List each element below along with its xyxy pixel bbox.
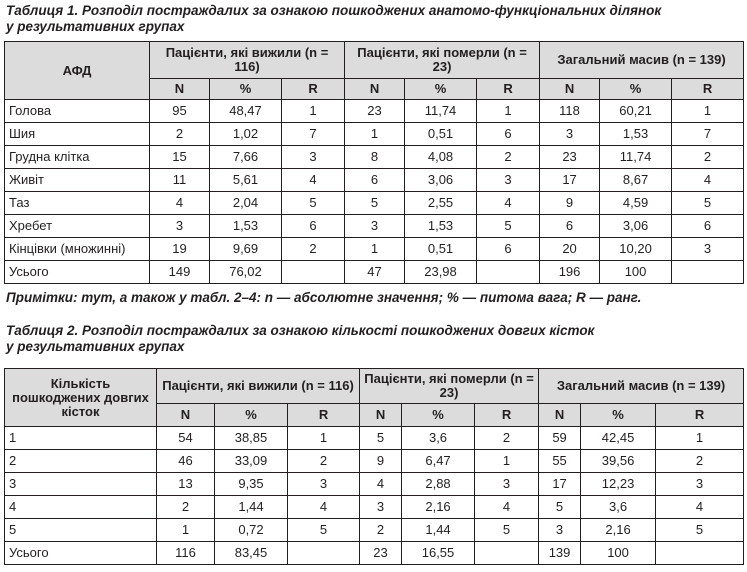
table-row bbox=[5, 146, 744, 169]
table-cell: 3,6 bbox=[581, 496, 656, 519]
table-cell: 4,08 bbox=[405, 146, 477, 169]
table-cell: 38,85 bbox=[215, 427, 288, 450]
table-cell: 0,51 bbox=[405, 238, 477, 261]
table-cell: 4 bbox=[656, 496, 744, 519]
table2-group-died: Пацієнти, які померли (n = 23) bbox=[360, 369, 539, 404]
table-row bbox=[5, 496, 744, 519]
table-cell: 5 bbox=[656, 519, 744, 542]
table-cell: 83,45 bbox=[215, 542, 288, 565]
row-label: 5 bbox=[5, 519, 157, 542]
table-cell: 2 bbox=[475, 427, 539, 450]
table-cell: 1,53 bbox=[405, 215, 477, 238]
table-cell bbox=[672, 261, 744, 284]
table-cell: 6 bbox=[540, 215, 600, 238]
table-cell: 139 bbox=[539, 542, 581, 565]
table2-group-total: Загальний масив (n = 139) bbox=[539, 369, 744, 404]
table-note: Примітки: тут, а також у табл. 2–4: n — абсолютне значення; % — питома вага; R — ранг. bbox=[6, 290, 642, 305]
table-cell: 1 bbox=[345, 238, 405, 261]
table-cell: 95 bbox=[150, 100, 210, 123]
table2-row-header: Кількість пошкоджених довгих кісток bbox=[5, 369, 157, 427]
table-cell: 47 bbox=[345, 261, 405, 284]
table-cell: 54 bbox=[157, 427, 215, 450]
table-row bbox=[5, 238, 744, 261]
table1-subheader: R bbox=[282, 79, 345, 100]
table1-subheader: R bbox=[672, 79, 744, 100]
table2-subheader: N bbox=[157, 404, 215, 427]
table-cell: 5,61 bbox=[210, 169, 282, 192]
table1-caption-line2: у результативних групах bbox=[6, 19, 185, 34]
table2-subheader: % bbox=[402, 404, 475, 427]
table-cell: 5 bbox=[475, 519, 539, 542]
table-cell: 5 bbox=[477, 215, 540, 238]
table-cell: 5 bbox=[282, 192, 345, 215]
table-cell: 39,56 bbox=[581, 450, 656, 473]
table2-subheader: % bbox=[215, 404, 288, 427]
table-cell bbox=[656, 542, 744, 565]
table-cell: 3 bbox=[360, 496, 402, 519]
table-cell: 6 bbox=[672, 215, 744, 238]
table-cell: 15 bbox=[150, 146, 210, 169]
table-cell: 13 bbox=[157, 473, 215, 496]
table-row bbox=[5, 169, 744, 192]
table-cell: 6 bbox=[477, 238, 540, 261]
table-cell: 2 bbox=[288, 450, 360, 473]
row-label: Грудна клітка bbox=[5, 146, 150, 169]
table-cell: 1 bbox=[345, 123, 405, 146]
table2-caption-line2: у результативних групах bbox=[6, 339, 185, 354]
table-cell: 3 bbox=[539, 519, 581, 542]
table-cell: 100 bbox=[600, 261, 672, 284]
row-label: Усього bbox=[5, 542, 157, 565]
table-cell: 3 bbox=[672, 238, 744, 261]
table1-group-total: Загальний масив (n = 139) bbox=[540, 42, 744, 79]
table-cell: 11 bbox=[150, 169, 210, 192]
table-cell: 59 bbox=[539, 427, 581, 450]
table-cell: 2,88 bbox=[402, 473, 475, 496]
table-cell: 3 bbox=[477, 169, 540, 192]
table-row bbox=[5, 427, 744, 450]
table-cell: 3 bbox=[475, 473, 539, 496]
table-cell: 2,16 bbox=[581, 519, 656, 542]
table2-group-survived: Пацієнти, які вижили (n = 116) bbox=[157, 369, 360, 404]
table-cell: 4 bbox=[672, 169, 744, 192]
table-cell: 5 bbox=[345, 192, 405, 215]
table1-row-header: АФД bbox=[5, 42, 150, 100]
table-cell: 2 bbox=[656, 450, 744, 473]
table-cell: 1 bbox=[477, 100, 540, 123]
table-cell: 1,53 bbox=[600, 123, 672, 146]
table-cell: 2 bbox=[360, 519, 402, 542]
table1-subheader: % bbox=[600, 79, 672, 100]
table-row bbox=[5, 192, 744, 215]
table1-subheader: % bbox=[405, 79, 477, 100]
table-cell: 0,51 bbox=[405, 123, 477, 146]
table-cell: 2 bbox=[672, 146, 744, 169]
table-row bbox=[5, 261, 744, 284]
table-cell: 5 bbox=[539, 496, 581, 519]
table2-subheader: R bbox=[475, 404, 539, 427]
table-cell: 2,55 bbox=[405, 192, 477, 215]
table-cell: 1 bbox=[157, 519, 215, 542]
table-cell: 1 bbox=[282, 100, 345, 123]
table2-subheader: R bbox=[656, 404, 744, 427]
table1-group-survived: Пацієнти, які вижили (n = 116) bbox=[150, 42, 345, 79]
table-cell: 100 bbox=[581, 542, 656, 565]
table-cell: 4 bbox=[475, 496, 539, 519]
table-cell: 1 bbox=[656, 427, 744, 450]
table-cell: 2,16 bbox=[402, 496, 475, 519]
table-cell: 23 bbox=[540, 146, 600, 169]
table-cell: 76,02 bbox=[210, 261, 282, 284]
row-label: Голова bbox=[5, 100, 150, 123]
row-label: Таз bbox=[5, 192, 150, 215]
table-cell: 11,74 bbox=[405, 100, 477, 123]
table-row bbox=[5, 100, 744, 123]
table1-subheader: % bbox=[210, 79, 282, 100]
table1-subheader: N bbox=[540, 79, 600, 100]
row-label: Хребет bbox=[5, 215, 150, 238]
table-cell: 5 bbox=[288, 519, 360, 542]
table2-caption bbox=[6, 323, 594, 355]
table-cell: 9,69 bbox=[210, 238, 282, 261]
table1-group-died: Пацієнти, які померли (n = 23) bbox=[345, 42, 540, 79]
table-cell: 1,44 bbox=[402, 519, 475, 542]
table-row bbox=[5, 542, 744, 565]
table-cell: 2 bbox=[157, 496, 215, 519]
table-cell: 149 bbox=[150, 261, 210, 284]
table-cell: 12,23 bbox=[581, 473, 656, 496]
table-cell: 9 bbox=[540, 192, 600, 215]
table-cell: 3 bbox=[150, 215, 210, 238]
table-cell: 23 bbox=[345, 100, 405, 123]
table-cell: 3 bbox=[282, 146, 345, 169]
table-cell: 4 bbox=[282, 169, 345, 192]
table-cell: 48,47 bbox=[210, 100, 282, 123]
table-cell: 7,66 bbox=[210, 146, 282, 169]
row-label: 4 bbox=[5, 496, 157, 519]
table-cell: 10,20 bbox=[600, 238, 672, 261]
row-label: 2 bbox=[5, 450, 157, 473]
table-cell: 3 bbox=[656, 473, 744, 496]
table-cell: 46 bbox=[157, 450, 215, 473]
table-cell: 196 bbox=[540, 261, 600, 284]
table-row bbox=[5, 123, 744, 146]
table1-subheader: N bbox=[150, 79, 210, 100]
table-cell: 3 bbox=[288, 473, 360, 496]
table-cell: 7 bbox=[672, 123, 744, 146]
table2-caption-line1: Таблиця 2. Розподіл постраждалих за ознакою кількості пошкоджених довгих кісток bbox=[6, 323, 595, 338]
table-cell: 17 bbox=[540, 169, 600, 192]
table-cell: 4 bbox=[477, 192, 540, 215]
table1-caption-line1: Таблиця 1. Розподіл постраждалих за ознакою пошкоджених анатомо-функціональних ділянок bbox=[6, 3, 662, 18]
table-cell: 9 bbox=[360, 450, 402, 473]
table-cell: 2 bbox=[150, 123, 210, 146]
table-cell: 1,44 bbox=[215, 496, 288, 519]
table-row bbox=[5, 473, 744, 496]
table-cell bbox=[288, 542, 360, 565]
table-cell: 6 bbox=[282, 215, 345, 238]
table1-caption bbox=[6, 3, 661, 35]
table-cell: 42,45 bbox=[581, 427, 656, 450]
table-cell: 9,35 bbox=[215, 473, 288, 496]
table2-subheader: N bbox=[360, 404, 402, 427]
table-cell: 16,55 bbox=[402, 542, 475, 565]
table-cell: 8,67 bbox=[600, 169, 672, 192]
table-cell: 60,21 bbox=[600, 100, 672, 123]
table-cell: 1 bbox=[672, 100, 744, 123]
table-cell: 19 bbox=[150, 238, 210, 261]
table-cell: 4 bbox=[288, 496, 360, 519]
table-cell: 11,74 bbox=[600, 146, 672, 169]
table-cell: 5 bbox=[360, 427, 402, 450]
table-cell: 8 bbox=[345, 146, 405, 169]
table-row bbox=[5, 450, 744, 473]
table2-subheader: N bbox=[539, 404, 581, 427]
table-cell: 0,72 bbox=[215, 519, 288, 542]
row-label: Шия bbox=[5, 123, 150, 146]
table1-subheader: R bbox=[477, 79, 540, 100]
row-label: 1 bbox=[5, 427, 157, 450]
table-cell: 6 bbox=[345, 169, 405, 192]
table-cell bbox=[475, 542, 539, 565]
table-cell: 33,09 bbox=[215, 450, 288, 473]
table1 bbox=[4, 41, 744, 284]
table-cell: 2 bbox=[282, 238, 345, 261]
table-cell: 17 bbox=[539, 473, 581, 496]
table-cell: 20 bbox=[540, 238, 600, 261]
row-label: Живіт bbox=[5, 169, 150, 192]
table-cell: 4,59 bbox=[600, 192, 672, 215]
table2-subheader: % bbox=[581, 404, 656, 427]
table-cell: 2,04 bbox=[210, 192, 282, 215]
table-cell: 116 bbox=[157, 542, 215, 565]
table-cell: 1,02 bbox=[210, 123, 282, 146]
table-cell: 1,53 bbox=[210, 215, 282, 238]
table-cell: 3,06 bbox=[405, 169, 477, 192]
table-cell: 1 bbox=[475, 450, 539, 473]
row-label: Усього bbox=[5, 261, 150, 284]
table-cell bbox=[477, 261, 540, 284]
table1-subheader: N bbox=[345, 79, 405, 100]
row-label: 3 bbox=[5, 473, 157, 496]
table-cell: 4 bbox=[360, 473, 402, 496]
row-label: Кінцівки (множинні) bbox=[5, 238, 150, 261]
table-cell: 2 bbox=[477, 146, 540, 169]
table-cell: 3 bbox=[345, 215, 405, 238]
table-cell: 23,98 bbox=[405, 261, 477, 284]
table-cell: 118 bbox=[540, 100, 600, 123]
table2 bbox=[4, 368, 744, 565]
table2-subheader: R bbox=[288, 404, 360, 427]
table-cell: 3,06 bbox=[600, 215, 672, 238]
table-cell: 6,47 bbox=[402, 450, 475, 473]
table-row bbox=[5, 215, 744, 238]
table-row bbox=[5, 519, 744, 542]
table-cell bbox=[282, 261, 345, 284]
table-cell: 5 bbox=[672, 192, 744, 215]
table-cell: 6 bbox=[477, 123, 540, 146]
table-cell: 1 bbox=[288, 427, 360, 450]
table-cell: 3 bbox=[540, 123, 600, 146]
table-cell: 4 bbox=[150, 192, 210, 215]
table-cell: 3,6 bbox=[402, 427, 475, 450]
table-cell: 23 bbox=[360, 542, 402, 565]
table-cell: 55 bbox=[539, 450, 581, 473]
table-cell: 7 bbox=[282, 123, 345, 146]
